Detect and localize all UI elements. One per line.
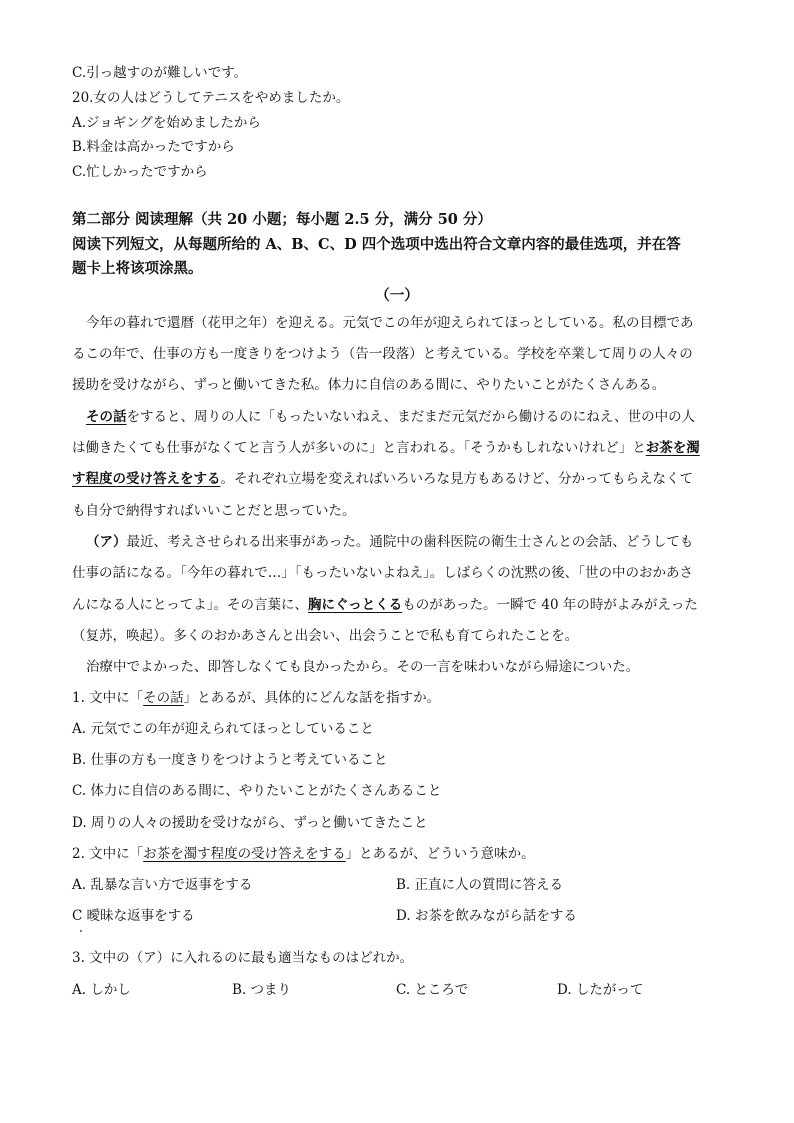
underlined-mune-ni-gutto: 胸にぐっとくる bbox=[307, 597, 403, 613]
q2-option-a: A. 乱暴な言い方で返事をする bbox=[72, 877, 253, 893]
passage-line: るこの年で、仕事の方も一度きりをつけよう（告一段落）と考えている。学校を卒業して周りの人々の bbox=[72, 346, 693, 362]
passage-line: んになる人にとってよ」。その言葉に、胸にぐっとくるものがあった。一瞬で 40 年の時がよみがえった bbox=[72, 597, 698, 613]
passage-line: 援助を受けながら、ずっと働いてきた私。体力に自信のある間に、やりたいことがたくさんある。 bbox=[72, 377, 666, 393]
passage-line: 治療中でよかった、即答しなくても良かったから。その一言を味わいながら帰途についた。 bbox=[86, 659, 640, 675]
q20-option-a: A.ジョギングを始めましたから bbox=[72, 115, 261, 131]
passage-line: 仕事の話になる。「今年の暮れで…」「もったいないよねえ」。しばらくの沈黙の後、「世の中のおかあさ bbox=[72, 565, 693, 581]
passage-line: は働きたくても仕事がなくてと言う人が多いのに」と言われる。「そうかもしれないけれど」とお茶を濁 bbox=[72, 440, 700, 456]
question-1: 1. 文中に「その話」とあるが、具体的にどんな話を指すか。 bbox=[72, 690, 441, 706]
q1-option-b: B. 仕事の方も一度きりをつけようと考えていること bbox=[72, 752, 388, 768]
underlined-ocha-wo-nigosu: お茶を濁 bbox=[645, 440, 700, 456]
question-2: 2. 文中に「お茶を濁す程度の受け答えをする」とあるが、どういう意味か。 bbox=[72, 846, 535, 862]
q3-option-c: C. ところで bbox=[396, 982, 469, 998]
passage-line: 今年の暮れで還暦（花甲之年）を迎える。元気でこの年が迎えられてほっとしている。私の目標であ bbox=[86, 315, 694, 331]
passage-line: その話をすると、周りの人に「もったいないねえ、まだまだ元気だから働けるのにねえ、世の中の人 bbox=[86, 409, 696, 425]
blank-a-marker: （ア） bbox=[86, 534, 127, 550]
q1-option-c: C. 体力に自信のある間に、やりたいことがたくさんあること bbox=[72, 783, 442, 799]
section-instructions-line1: 阅读下列短文，从每题所给的 A、B、C、D 四个选项中选出符合文章内容的最佳选项，并在答 bbox=[72, 236, 681, 253]
q2-option-b: B. 正直に人の質問に答える bbox=[396, 877, 564, 893]
section-heading: 第二部分 阅读理解（共 20 小题；每小题 2.5 分，满分 50 分） bbox=[72, 211, 492, 228]
passage-number: （一） bbox=[375, 287, 419, 304]
passage-line: も自分で納得すればいいことだと思っていた。 bbox=[72, 503, 356, 519]
passage-line: （ア）最近、考えさせられる出来事があった。通院中の歯科医院の衛生士さんとの会話、どうしても bbox=[86, 534, 694, 550]
q2-option-d: D. お茶を飲みながら話をする bbox=[396, 908, 577, 924]
passage-line: す程度の受け答えをする。それぞれ立場を変えればいろいろな見方もあるけど、分かってもらえなくて bbox=[72, 471, 693, 487]
q20-question: 20.女の人はどうしてテニスをやめましたか。 bbox=[72, 90, 350, 106]
q20-option-c: C.忙しかったですから bbox=[72, 164, 208, 180]
underlined-ocha-wo-nigosu-cont: す程度の受け答えをする bbox=[72, 471, 221, 487]
passage-line: （复苏，唤起）。多くのおかあさんと出会い、出会うことで私も育てられたことを。 bbox=[72, 628, 579, 644]
q2-option-c: C 曖昧な返事をする bbox=[72, 908, 195, 924]
q20-option-b: B.料金は高かったですから bbox=[72, 139, 235, 155]
question-3: 3. 文中の（ア）に入れるのに最も適当なものはどれか。 bbox=[72, 950, 414, 966]
q19-option-c: C.引っ越すのが難しいです。 bbox=[72, 65, 248, 81]
q3-option-a: A. しかし bbox=[72, 982, 131, 998]
underlined-sono-hanashi: その話 bbox=[86, 409, 127, 425]
q1-option-a: A. 元気でこの年が迎えられてほっとしていること bbox=[72, 721, 374, 737]
stray-dot bbox=[80, 930, 82, 932]
q3-option-d: D. したがって bbox=[557, 982, 644, 998]
section-instructions-line2: 题卡上将该项涂黑。 bbox=[72, 260, 203, 277]
q3-option-b: B. つまり bbox=[232, 982, 292, 998]
q1-option-d: D. 周りの人々の援助を受けながら、ずっと働いてきたこと bbox=[72, 815, 428, 831]
